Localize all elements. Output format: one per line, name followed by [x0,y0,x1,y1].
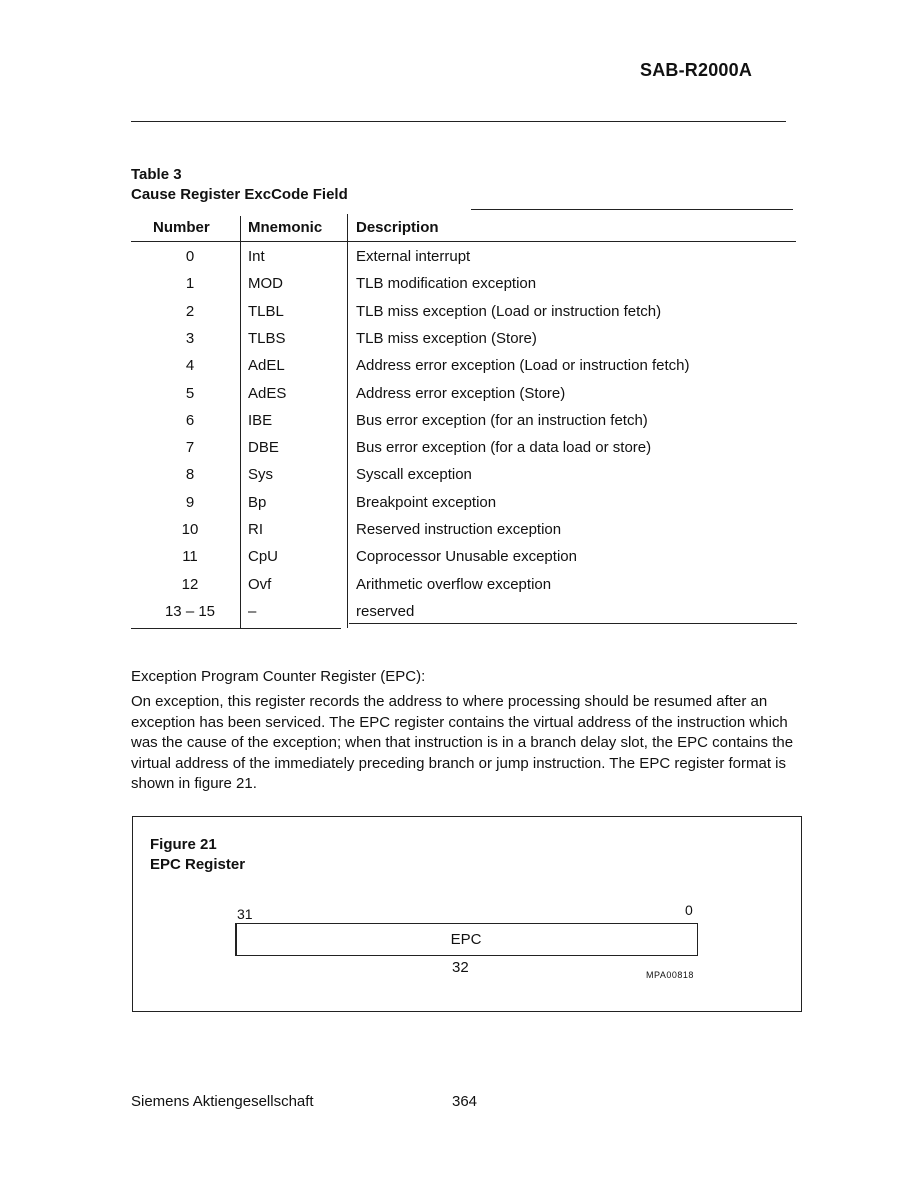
table-number: Table 3 [131,166,182,183]
cell-mnemonic: Ovf [248,575,272,593]
table-row [131,357,796,384]
register-bit-low: 0 [685,902,693,918]
table-row [131,330,796,357]
cell-description: Syscall exception [356,466,472,484]
cell-number: 1 [185,275,195,293]
cell-description: TLB miss exception (Store) [356,329,537,347]
column-header-description: Description [356,219,439,236]
cell-number: 9 [185,493,195,511]
table-row [131,439,796,466]
column-header-mnemonic: Mnemonic [248,219,323,236]
figure-code: MPA00818 [646,970,694,980]
cell-description: Address error exception (Store) [356,384,566,402]
cell-description: Coprocessor Unusable exception [356,548,577,566]
cell-description: Address error exception (Load or instruction fetch) [356,357,690,375]
cell-mnemonic: Bp [248,493,267,511]
figure-title: EPC Register [150,856,246,873]
document-code: SAB-R2000A [640,60,753,80]
table-top-rule [471,209,793,210]
epc-field-width: 32 [452,959,469,976]
cell-number: 7 [185,439,195,457]
table-row [131,303,796,330]
cell-mnemonic: AdES [248,384,287,402]
cell-mnemonic: DBE [248,439,279,457]
cell-mnemonic: Int [248,248,265,265]
footer-company: Siemens Aktiengesellschaft [131,1093,314,1110]
cell-mnemonic: RI [248,521,263,538]
cell-number: 6 [185,411,195,429]
cell-mnemonic: TLBL [248,302,284,320]
table-row [131,275,796,302]
epc-section-body: On exception, this register records the address to where processing should be resumed after an exception has been serviced. The EPC register contains the virtual address of the instruction which was the cause of the exception; when that instruction is in a branch delay slot, the EPC contains the virtual address of the immediately preceding branch or jump instruction. The EPC register format is shown in figure 21. [131,693,794,792]
cell-description: External interrupt [356,248,471,265]
cell-description: Bus error exception (for a data load or store) [356,439,652,457]
column-header-number: Number [153,219,210,236]
cell-description: TLB miss exception (Load or instruction fetch) [356,302,662,320]
cell-mnemonic: IBE [248,411,273,429]
cell-description: reserved [356,602,415,620]
cell-number: 3 [185,329,195,347]
table-row [131,494,796,521]
figure-frame [132,816,802,1012]
cell-number: 5 [185,384,195,402]
epc-section-heading: Exception Program Counter Register (EPC): [131,668,426,685]
cell-number: 10 [181,521,199,538]
figure-number: Figure 21 [150,836,217,853]
table-header-rule [131,241,796,242]
table-row [131,603,796,630]
table-row [131,576,796,603]
page-number: 364 [452,1093,478,1110]
cell-description: Reserved instruction exception [356,521,562,538]
cell-mnemonic: Sys [248,466,274,484]
header-rule [131,121,786,122]
cell-description: Arithmetic overflow exception [356,575,552,593]
table-row [131,412,796,439]
cell-number: 8 [185,466,195,484]
table-title: Cause Register ExcCode Field [131,186,348,203]
cell-number: 2 [185,302,195,320]
cell-description: Bus error exception (for an instruction fetch) [356,411,648,429]
table-row [131,248,796,275]
exccode-table [131,208,796,633]
epc-field-label: EPC [450,931,482,948]
register-bit-high: 31 [237,906,253,922]
cell-number: 0 [185,248,195,265]
table-row [131,466,796,493]
cell-number: 4 [185,357,195,375]
cell-description: TLB modification exception [356,275,537,293]
cell-mnemonic: – [248,602,257,620]
cell-mnemonic: MOD [248,275,283,293]
cell-mnemonic: TLBS [248,329,286,347]
table-row [131,385,796,412]
cell-number: 12 [181,575,199,593]
cell-description: Breakpoint exception [356,493,497,511]
table-row [131,548,796,575]
table-row [131,521,796,548]
cell-number: 13 – 15 [164,602,216,620]
cell-mnemonic: CpU [248,548,279,566]
cell-number: 11 [182,548,198,566]
cell-mnemonic: AdEL [248,357,285,375]
